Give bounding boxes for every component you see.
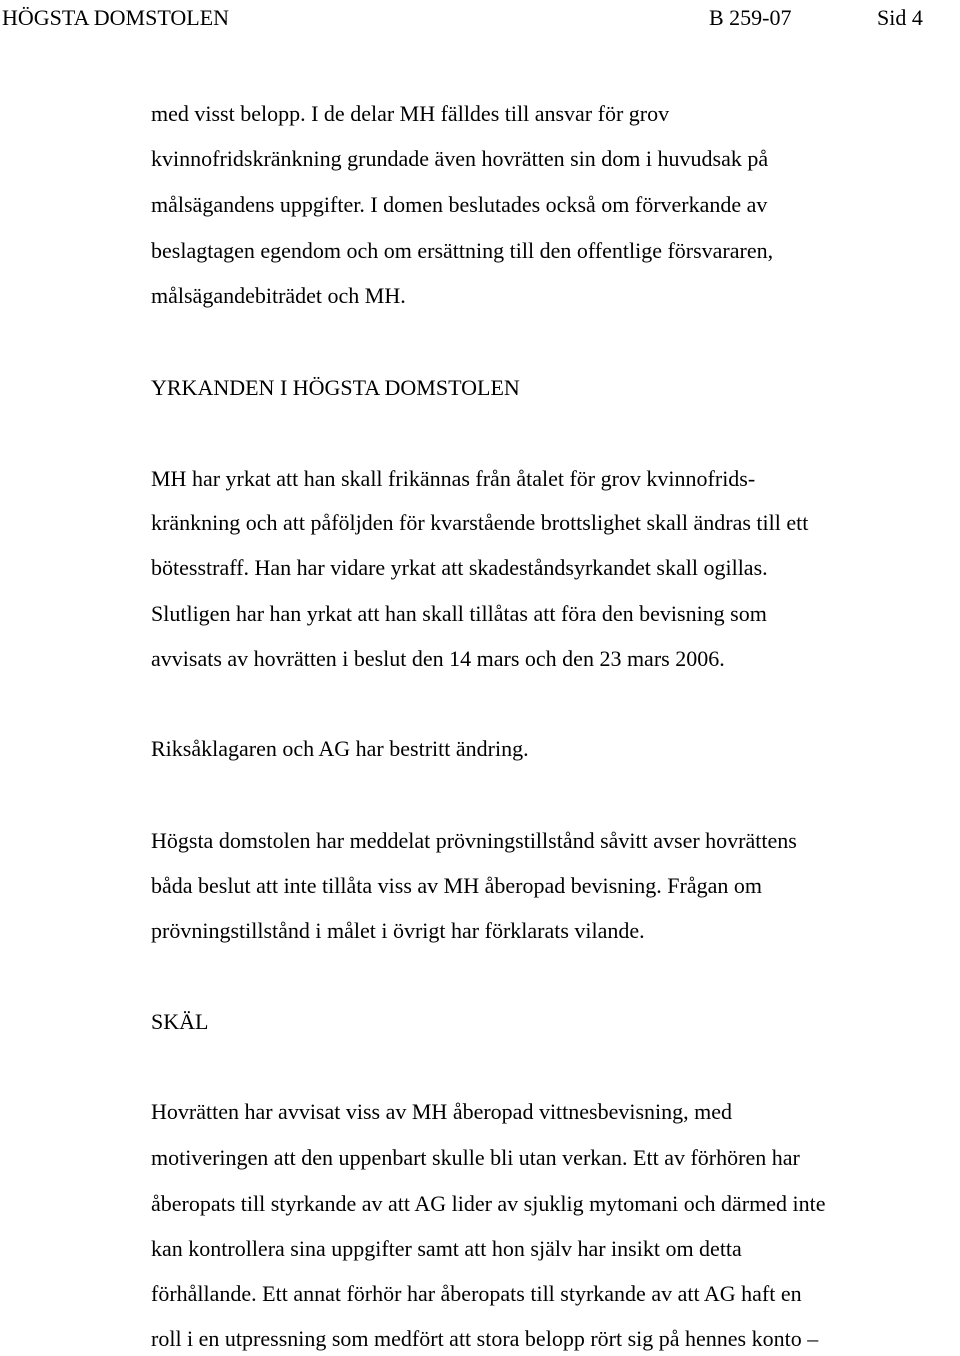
heading-reasons: SKÄL xyxy=(151,1009,209,1034)
header-case-number: B 259-07 xyxy=(709,5,792,30)
text-line: avvisats av hovrätten i beslut den 14 mars och den 23 mars 2006. xyxy=(151,646,725,671)
text-line: MH har yrkat att han skall frikännas från åtalet för grov kvinnofrids- xyxy=(151,466,756,491)
text-line: målsägandebiträdet och MH. xyxy=(151,283,406,308)
text-line: målsägandens uppgifter. I domen beslutades också om förverkande av xyxy=(151,192,768,217)
text-line: Slutligen har han yrkat att han skall tillåtas att föra den bevisning som xyxy=(151,601,767,626)
header-page-number: Sid 4 xyxy=(877,5,923,30)
text-line: prövningstillstånd i målet i övrigt har förklarats vilande. xyxy=(151,918,645,943)
text-line: förhållande. Ett annat förhör har åberopats till styrkande av att AG haft en xyxy=(151,1281,802,1306)
text-line: Riksåklagaren och AG har bestritt ändring. xyxy=(151,736,529,761)
text-line: Högsta domstolen har meddelat prövningstillstånd såvitt avser hovrättens xyxy=(151,828,797,853)
text-line: roll i en utpressning som medfört att stora belopp rört sig på hennes konto – xyxy=(151,1326,819,1351)
text-line: kränkning och att påföljden för kvarstående brottslighet skall ändras till ett xyxy=(151,510,809,535)
text-line: kvinnofridskränkning grundade även hovrätten sin dom i huvudsak på xyxy=(151,146,769,171)
heading-claims: YRKANDEN I HÖGSTA DOMSTOLEN xyxy=(151,375,520,400)
text-line: båda beslut att inte tillåta viss av MH åberopad bevisning. Frågan om xyxy=(151,873,762,898)
text-line: beslagtagen egendom och om ersättning till den offentlige försvararen, xyxy=(151,238,774,263)
text-line: bötesstraff. Han har vidare yrkat att skadeståndsyrkandet skall ogillas. xyxy=(151,555,768,580)
text-line: motiveringen att den uppenbart skulle bli utan verkan. Ett av förhören har xyxy=(151,1145,800,1170)
text-line: kan kontrollera sina uppgifter samt att hon själv har insikt om detta xyxy=(151,1236,742,1261)
text-line: Hovrätten har avvisat viss av MH åberopad vittnesbevisning, med xyxy=(151,1099,733,1124)
text-line: åberopats till styrkande av att AG lider av sjuklig mytomani och därmed inte xyxy=(151,1191,826,1216)
page-header xyxy=(0,4,960,32)
header-court-name: HÖGSTA DOMSTOLEN xyxy=(2,5,230,30)
text-line: med visst belopp. I de delar MH fälldes till ansvar för grov xyxy=(151,101,670,126)
